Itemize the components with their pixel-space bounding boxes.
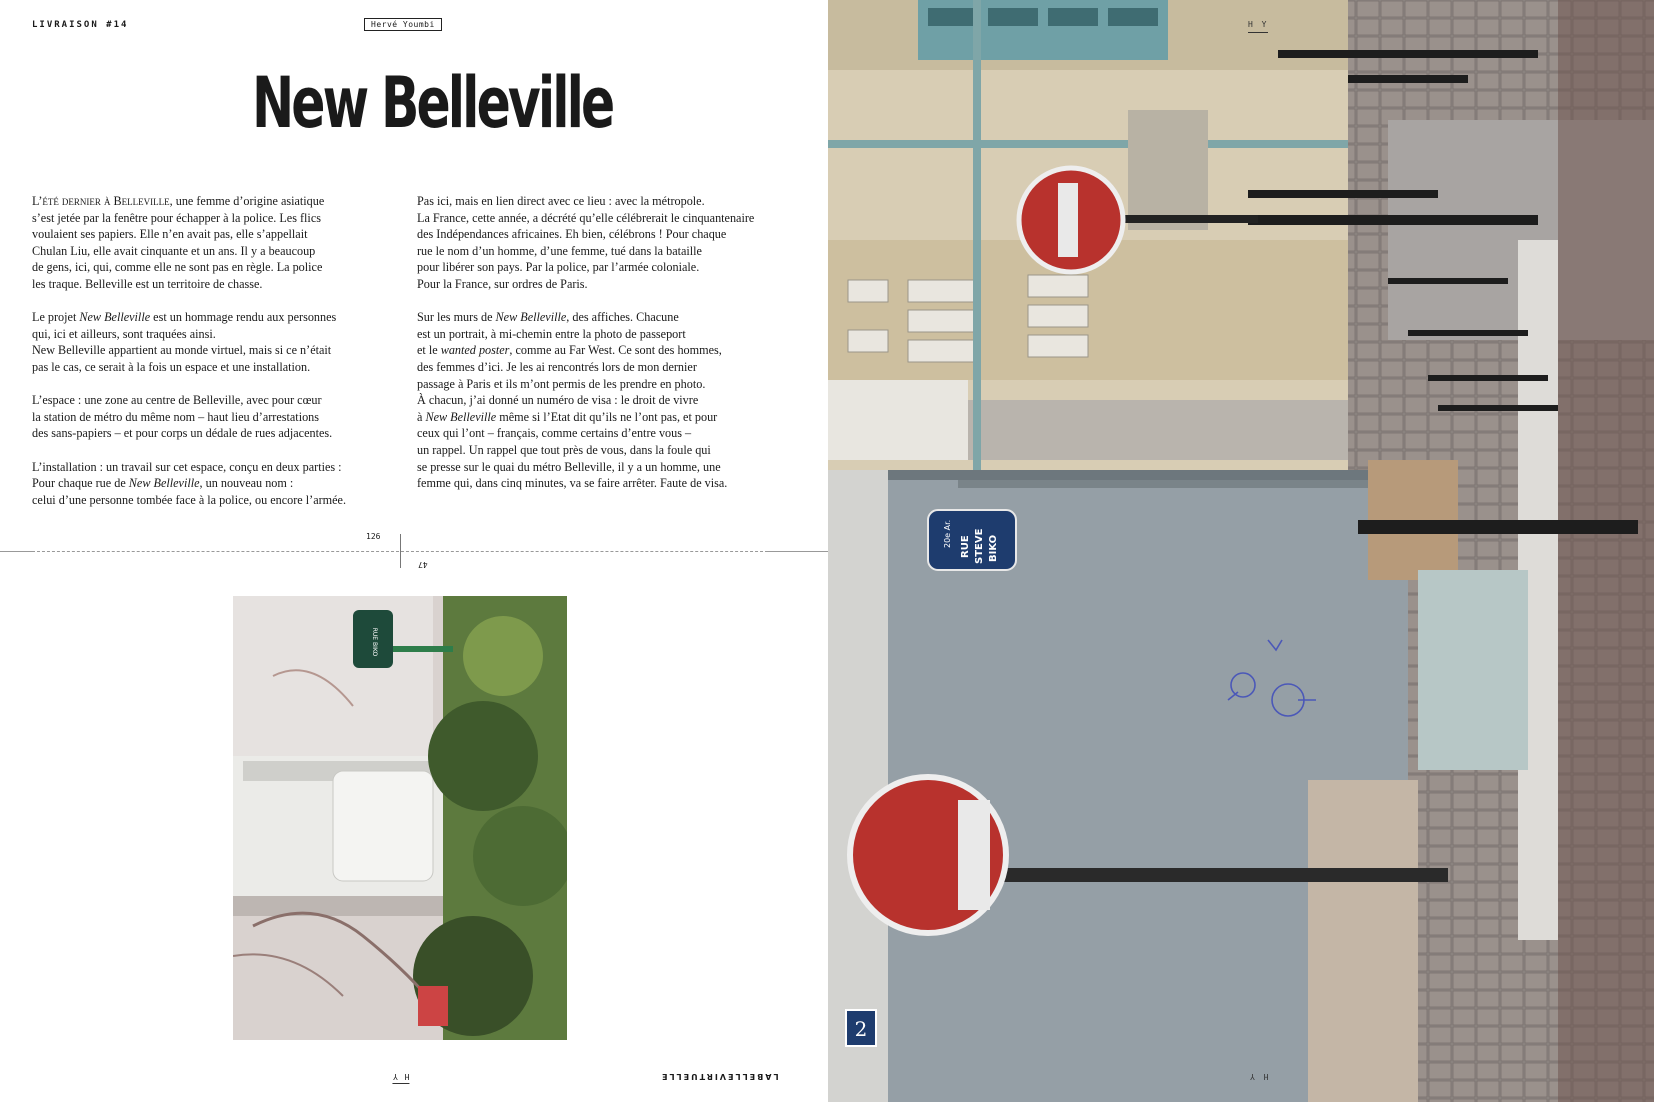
page-number: 126	[366, 532, 381, 541]
text-column-2	[417, 193, 777, 508]
street-photo-small	[233, 596, 567, 1040]
page-title: New Belleville	[252, 62, 613, 144]
right-initials-top: H Y	[1248, 20, 1269, 29]
right-initials-bottom: H Y	[1248, 1072, 1269, 1081]
small-photo-sign-text: RUE BIKO	[371, 627, 378, 657]
paragraph-6-text-c: , comme au Far West. Ce sont des hommes, des femmes d’ici. Je les ai rencontrés lors de mon dernier passage à Paris et ils m’ont permis de les prendre en photo. À chacun, j’ai donné un numéro de visa : le droit de vivre à	[417, 343, 722, 424]
author-box: Hervé Youmbi	[364, 18, 442, 31]
issue-label: LIVRAISON #14	[32, 20, 129, 30]
paragraph-6-text-d: même si l’Etat dit qu’ils ne l’ont pas, et pour ceux qui l’ont – français, comme certains d’entre vous – un rappel. Un rappel que tout près de vous, dans la foule qui se presse sur le quai du métro Belleville, il y a un homme, une femme qui, dans cinq minutes, va se faire arrêter. Faute de visa.	[417, 409, 728, 491]
paragraph-2-emphasis: New Belleville	[79, 310, 151, 325]
paragraph-4-emphasis: New Belleville	[128, 476, 200, 491]
paragraph-1	[32, 193, 392, 293]
right-page-photo	[828, 0, 1654, 1102]
sign-line-2: STEVE	[974, 528, 985, 564]
paragraph-4	[32, 459, 392, 509]
sign-arrondissement: 20e Ar.	[943, 519, 952, 548]
text-column-1	[32, 193, 392, 525]
paragraph-3: L’espace : une zone au centre de Belleville, avec pour cœur la station de métro du même nom – haut lieu d’arrestations des sans-papiers – et pour corps un dédale de rues adjacentes.	[32, 393, 333, 441]
street-number: 2	[854, 1017, 868, 1041]
paragraph-6-emphasis-1: New Belleville	[495, 310, 567, 325]
paragraph-6-emphasis-3: New Belleville	[425, 409, 497, 424]
fold-mark	[400, 534, 401, 568]
footer-initials: H Y	[392, 1072, 410, 1081]
street-photo-small-image	[233, 596, 567, 1040]
paragraph-4-text-b: , un nouveau nom : celui d’une personne tombée face à la police, ou encore l’armée.	[32, 476, 347, 507]
paragraph-6-text-a: Sur les murs de	[417, 310, 496, 325]
street-photo-large	[828, 0, 1654, 1102]
fold-line-left	[0, 551, 32, 552]
sign-line-3: BIKO	[988, 534, 999, 562]
paragraph-2-text-a: Le projet	[32, 310, 80, 325]
paragraph-2-text-b: est un hommage rendu aux personnes qui, ici et ailleurs, sont traquées ainsi. New Belleville appartient au monde virtuel, mais si ce n’était pas le cas, ce serait à la fois un espace et une installation.	[32, 310, 337, 374]
page-number-flipped: 47	[418, 560, 428, 569]
paragraph-6-text-b: , des affiches. Chacune est un portrait, à mi-chemin entre la photo de passeport et le	[417, 310, 686, 358]
fold-line-right	[768, 551, 828, 552]
paragraph-1-text: , une femme d’origine asiatique s’est jetée par la fenêtre pour échapper à la police. Les flics voulaient ses papiers. Elle n’en avait pas, elle s’appellait Chulan Liu, elle avait cinquante et un ans. Il y a beaucoup de gens, ici, qui, comme elle ne sont pas en règle. La police les traque. Belleville est un territoire de chasse.	[32, 194, 325, 291]
paragraph-4-text-a: L’installation : un travail sur cet espace, conçu en deux parties : Pour chaque rue de	[32, 459, 342, 491]
paragraph-2	[32, 309, 392, 375]
paragraph-6-emphasis-2: wanted poster	[440, 343, 510, 358]
paragraph-5: Pas ici, mais en lien direct avec ce lieu : avec la métropole. La France, cette année, a décrété qu’elle célébrerait le cinquantenaire des Indépendances africaines. Eh bien, célébrons ! Pour chaque rue le nom d’un homme, d’une femme, tué dans la bataille pour libérer son pays. Par la police, par l’armée coloniale. Pour la France, sur ordres de Paris.	[417, 194, 755, 291]
paragraph-6	[417, 309, 777, 492]
sign-line-1: RUE	[960, 535, 971, 558]
lead-in: L’été dernier à Belleville	[32, 194, 170, 208]
footer-brand: LABELLEVIRTUELLE	[660, 1072, 779, 1081]
